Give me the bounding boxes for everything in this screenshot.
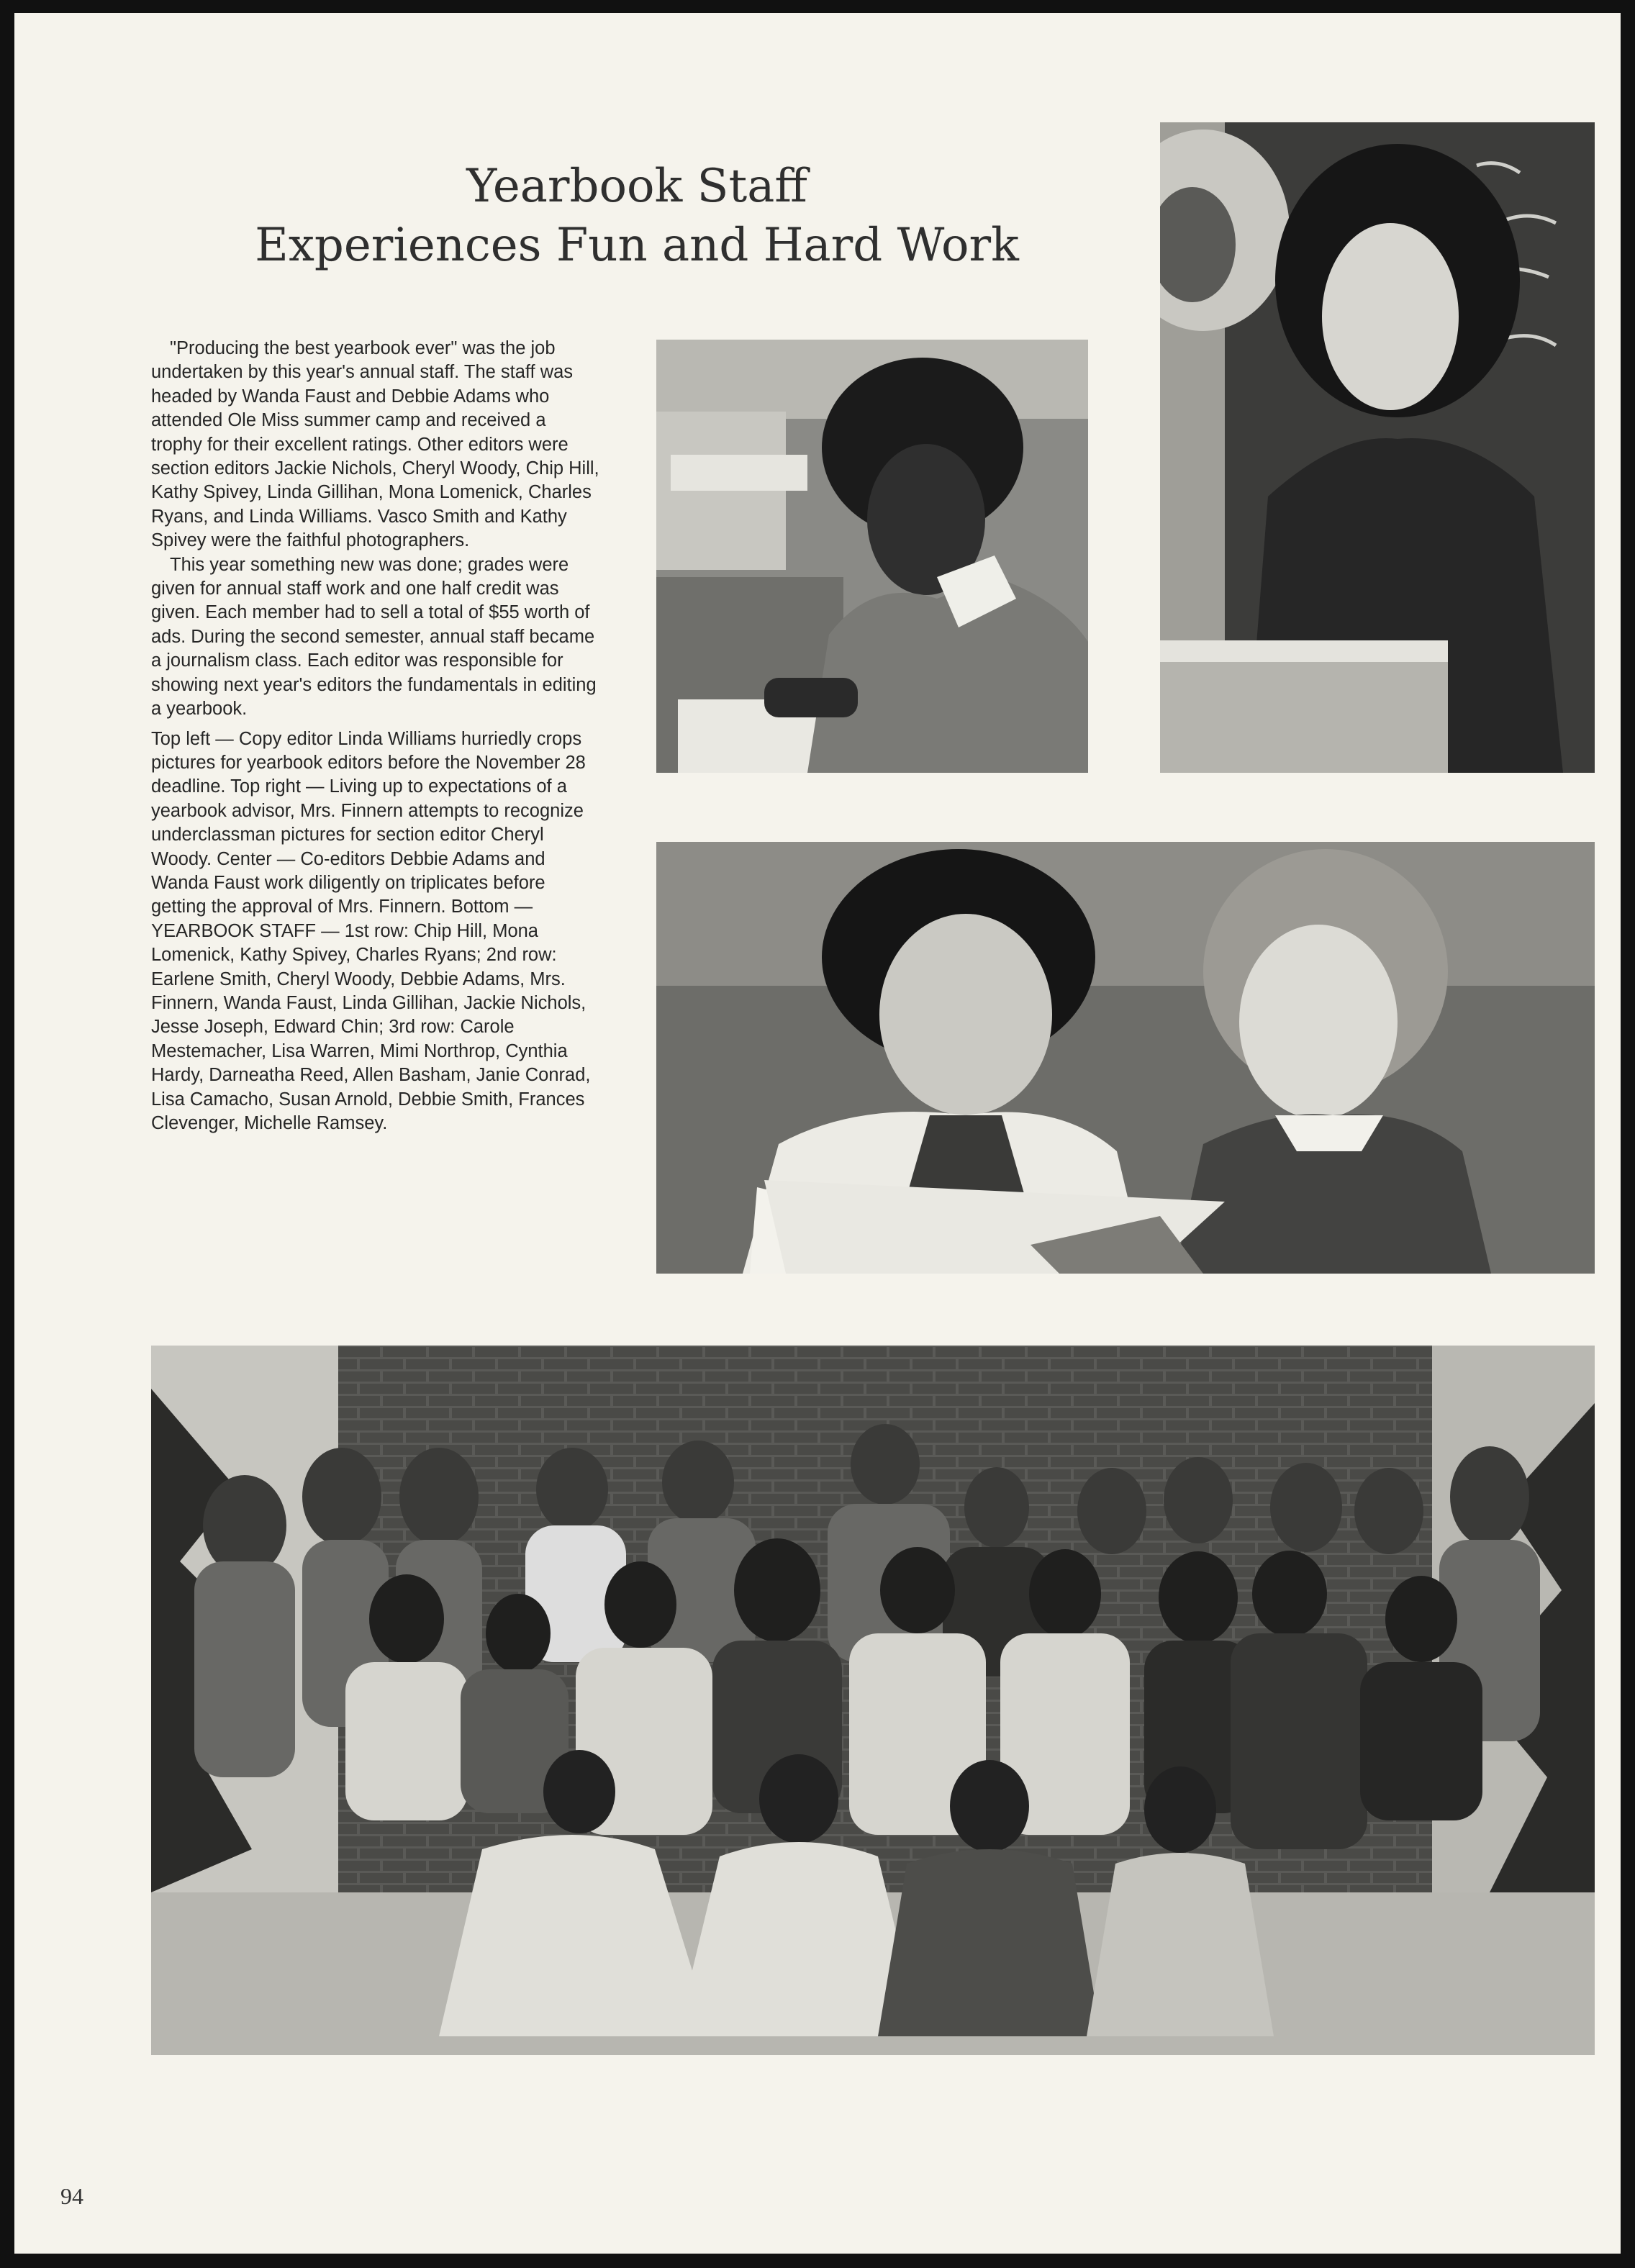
page-number: 94 xyxy=(60,2183,83,2209)
article-text xyxy=(151,337,601,1135)
page-title xyxy=(151,157,1123,275)
yearbook-page xyxy=(14,13,1621,2254)
photo-top-left xyxy=(656,340,1088,773)
title-line-1: Yearbook Staff xyxy=(466,160,807,213)
photo-yearbook-staff-group xyxy=(151,1346,1595,2055)
photo-advisor-at-desk xyxy=(1160,122,1595,773)
title-line-2: Experiences Fun and Hard Work xyxy=(255,219,1019,272)
photo-co-editors-reviewing xyxy=(656,842,1595,1274)
photo-copy-editor-cropping xyxy=(656,340,1088,773)
photo-bottom xyxy=(151,1346,1595,2055)
photo-captions: Top left — Copy editor Linda Williams hurriedly crops pictures for yearbook editors before the November 28 deadline. Top right — Living up to expectations of a yearbook advisor, Mrs. Finnern attempts to recognize underclassman pictures for section editor Cheryl Woody. Center — Co-editors Debbie Adams and Wanda Faust work diligently on triplicates before getting the approval of Mrs. Finnern. Bottom — YEARBOOK STAFF — 1st row: Chip Hill, Mona Lomenick, Kathy Spivey, Charles Ryans; 2nd row: Earlene Smith, Cheryl Woody, Debbie Adams, Mrs. Finnern, Wanda Faust, Linda Gillihan, Jackie Nichols, Jesse Joseph, Edward Chin; 3rd row: Carole Mestemacher, Lisa Warren, Mimi Northrop, Cynthia Hardy, Darneatha Reed, Allen Basham, Janie Conrad, Lisa Camacho, Susan Arnold, Debbie Smith, Frances Clevenger, Michelle Ramsey. xyxy=(151,728,591,1133)
article-paragraph-1: "Producing the best yearbook ever" was the job undertaken by this year's annual staff. The staff was headed by Wanda Faust and Debbie Adams who attended Ole Miss summer camp and received a trophy for their excellent ratings. Other editors were section editors Jackie Nichols, Cheryl Woody, Chip Hill, Kathy Spivey, Linda Gillihan, Mona Lomenick, Charles Ryans, and Linda Williams. Vasco Smith and Kathy Spivey were the faithful photographers. xyxy=(151,338,599,551)
photo-top-right xyxy=(1160,122,1595,773)
photo-center xyxy=(656,842,1595,1274)
article-paragraph-2: This year something new was done; grades were given for annual staff work and one half credit was given. Each member had to sell a total of $55 worth of ads. During the second semester, annual staff became a journalism class. Each editor was responsible for showing next year's editors the fundamentals in editing a yearbook. xyxy=(151,554,597,720)
